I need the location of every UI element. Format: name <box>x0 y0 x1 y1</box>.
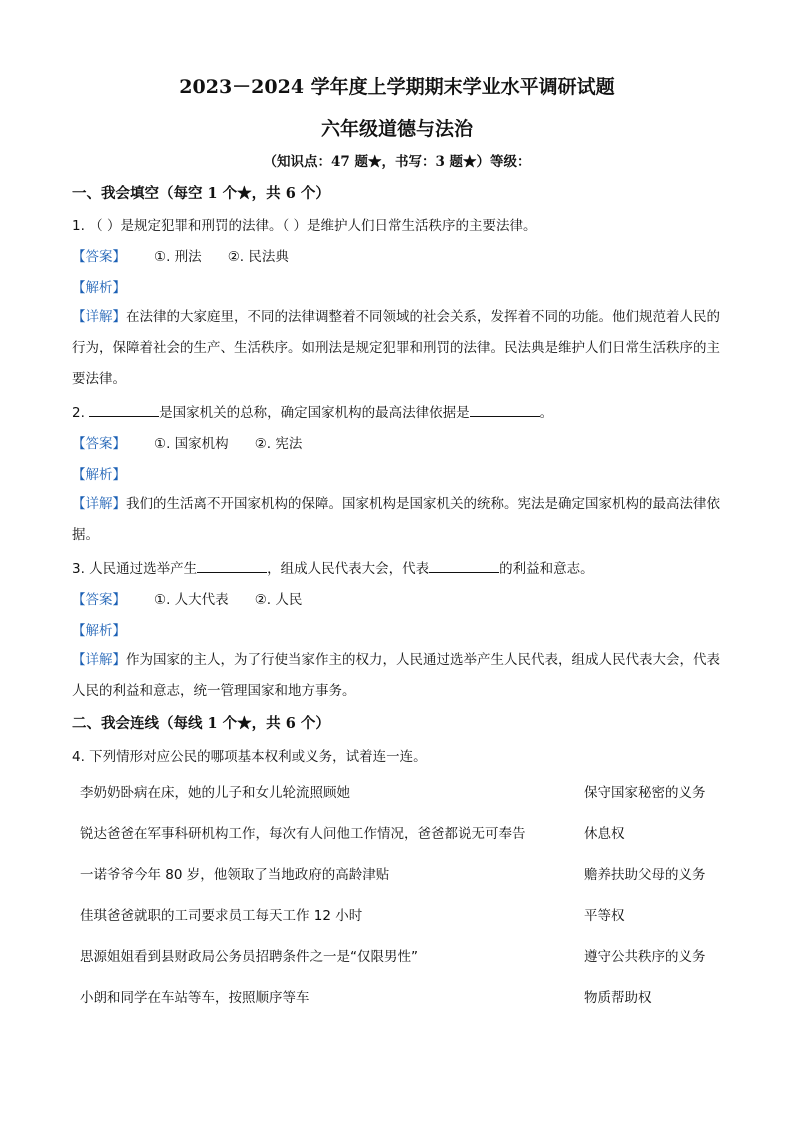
exam-meta: （知识点：47 题★，书写：3 题★）等级： <box>263 154 531 170</box>
exam-subtitle: 六年级道德与法治 <box>320 118 473 140</box>
q1-answer-2: ②. 民法典 <box>227 249 289 265</box>
q3-answer-1: ①. 人大代表 <box>154 592 229 608</box>
q3-detail-text: 作为国家的主人，为了行使当家作主的权力，人民通过选举产生人民代表，组成人民代表大会，代表人民的利益和意志，统一管理国家和地方事务。 <box>72 652 720 699</box>
q2-answer-row <box>72 432 302 452</box>
q3-text <box>72 557 594 577</box>
q1-text: 1. （ ）是规定犯罪和刑罚的法律。（ ）是维护人们日常生活秩序的主要法律。 <box>72 218 537 234</box>
q2-middle: 是国家机关的总称，确定国家机构的最高法律依据是 <box>159 405 470 421</box>
match-left-item: 小朗和同学在车站等车，按照顺序等车 <box>80 990 310 1006</box>
match-right-item: 物质帮助权 <box>584 990 652 1006</box>
q2-blank-1 <box>89 404 159 417</box>
match-left-item: 思源姐姐看到县财政局公务员招聘条件之一是“仅限男性” <box>80 949 418 965</box>
match-right-item: 赡养扶助父母的义务 <box>584 867 706 883</box>
match-left-item: 锐达爸爸在军事科研机构工作，每次有人问他工作情况，爸爸都说无可奉告 <box>80 826 526 842</box>
q2-analysis-label: 【解析】 <box>72 467 126 483</box>
answer-label: 【答案】 <box>72 249 126 265</box>
q3-prefix: 3. 人民通过选举产生 <box>72 561 198 577</box>
q2-blank-2 <box>470 404 540 417</box>
answer-label: 【答案】 <box>72 592 126 608</box>
q1-detail <box>72 302 720 395</box>
q1-answer-row <box>72 245 289 265</box>
q2-text <box>72 401 553 421</box>
q2-suffix: 。 <box>539 405 554 421</box>
match-right-item: 休息权 <box>584 826 625 842</box>
q3-detail <box>72 645 720 707</box>
match-right-item: 保守国家秘密的义务 <box>584 785 706 801</box>
q2-detail-text: 我们的生活离不开国家机构的保障。国家机构是国家机关的统称。宪法是确定国家机构的最高法律依据。 <box>72 496 720 543</box>
detail-label: 【详解】 <box>72 496 126 512</box>
detail-label: 【详解】 <box>72 652 126 668</box>
match-left-item: 一诺爷爷今年 80 岁，他领取了当地政府的高龄津贴 <box>80 867 390 883</box>
q2-prefix: 2. <box>72 405 90 421</box>
q2-detail <box>72 489 720 551</box>
q2-answer-1: ①. 国家机构 <box>154 436 229 452</box>
detail-label: 【详解】 <box>72 309 126 325</box>
answer-label: 【答案】 <box>72 436 126 452</box>
q1-analysis-label: 【解析】 <box>72 280 126 296</box>
section2-heading: 二、我会连线（每线 1 个★，共 6 个） <box>72 715 330 732</box>
section1-heading: 一、我会填空（每空 1 个★，共 6 个） <box>72 185 330 202</box>
q3-answer-row <box>72 588 302 608</box>
match-right-item: 遵守公共秩序的义务 <box>584 949 706 965</box>
exam-title: 2023－2024 学年度上学期期末学业水平调研试题 <box>179 76 615 98</box>
q4-text: 4. 下列情形对应公民的哪项基本权利或义务，试着连一连。 <box>72 749 427 765</box>
q3-suffix: 的利益和意志。 <box>499 561 594 577</box>
match-right-item: 平等权 <box>584 908 625 924</box>
q3-analysis-label: 【解析】 <box>72 623 126 639</box>
q3-blank-2 <box>429 560 499 573</box>
q1-detail-text: 在法律的大家庭里，不同的法律调整着不同领域的社会关系，发挥着不同的功能。他们规范着人民的行为，保障着社会的生产、生活秩序。如刑法是规定犯罪和刑罚的法律。民法典是维护人们日常生活秩序的主要法律。 <box>72 309 720 387</box>
q1-answer-1: ①. 刑法 <box>154 249 202 265</box>
match-left-item: 李奶奶卧病在床，她的儿子和女儿轮流照顾她 <box>80 785 350 801</box>
match-left-item: 佳琪爸爸就职的工司要求员工每天工作 12 小时 <box>80 908 363 924</box>
q3-middle: ，组成人民代表大会，代表 <box>267 561 430 577</box>
q2-answer-2: ②. 宪法 <box>254 436 303 452</box>
q3-blank-1 <box>197 560 267 573</box>
q3-answer-2: ②. 人民 <box>254 592 303 608</box>
